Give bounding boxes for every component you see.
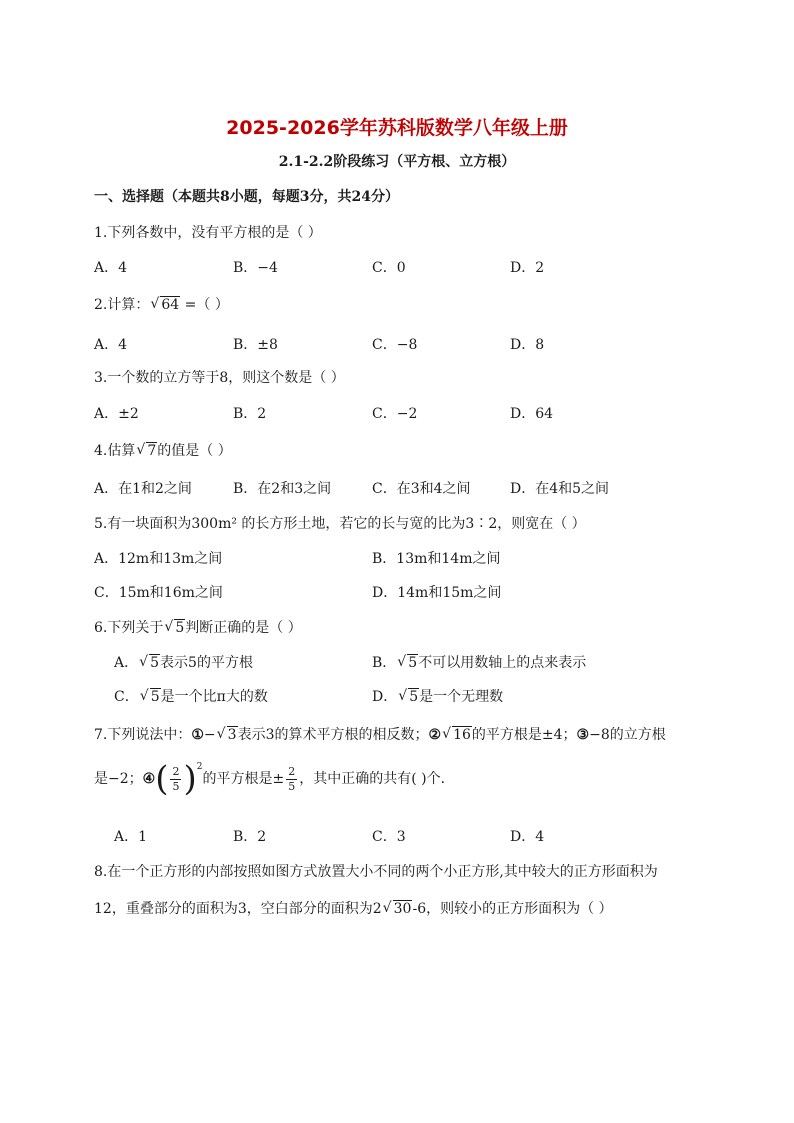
question-5-option-b: B．13m和14m之间 [372, 551, 501, 567]
document-subtitle: 2.1-2.2阶段练习（平方根、立方根） [278, 154, 516, 170]
question-1-stem: 1.下列各数中，没有平方根的是（ ） [94, 225, 322, 241]
sqrt-expression [137, 443, 157, 459]
sqrt-expression [151, 297, 180, 313]
radicand: 5 [150, 689, 160, 705]
question-8-text: 12，重叠部分的面积为3，空白部分的面积为2 [94, 901, 382, 917]
question-3-stem: 3.一个数的立方等于8，则这个数是（ ） [94, 370, 345, 386]
question-6-suffix: 判断正确的是（ ） [185, 620, 302, 636]
radicand: 5 [175, 620, 185, 636]
question-3-option-d: D．64 [510, 406, 554, 422]
right-paren: ) [183, 759, 197, 799]
sqrt-expression [141, 689, 161, 705]
question-3-option-b: B．2 [233, 406, 267, 422]
option-label: C． [114, 689, 139, 705]
question-5-stem: 5.有一块面积为300m² 的长方形土地，若它的长与宽的比为3∶2，则宽在（ ） [94, 516, 586, 532]
question-5-option-d: D．14m和15m之间 [372, 585, 502, 601]
question-2-stem [94, 294, 229, 314]
question-7-text: 的平方根是±4； [471, 727, 577, 743]
question-6-option-a [114, 652, 253, 672]
left-paren: ( [155, 759, 169, 799]
question-1-option-d: D．2 [510, 260, 545, 276]
sqrt-expression [165, 620, 185, 636]
question-3-option-a: A．±2 [94, 406, 139, 422]
radicand: 64 [161, 297, 180, 313]
numerator: 2 [288, 764, 296, 778]
question-7-option-a: A．1 [114, 829, 148, 845]
question-5-option-a: A．12m和13m之间 [94, 551, 223, 567]
question-2-option-b: B．±8 [233, 337, 278, 353]
section-heading: 一、选择题（本题共8小题，每题3分，共24分） [94, 189, 399, 205]
option-text: 是一个无理数 [419, 689, 504, 705]
option-text: 是一个比π大的数 [160, 689, 268, 705]
question-7-option-c: C．3 [372, 829, 406, 845]
question-1-option-c: C．0 [372, 260, 406, 276]
numerator: 2 [172, 764, 180, 778]
option-text: 表示5的平方根 [160, 655, 253, 671]
question-7-option-d: D．4 [510, 829, 545, 845]
sqrt-expression [218, 727, 238, 743]
question-7-text: 表示3的算术平方根的相反数； [237, 727, 429, 743]
fraction [286, 765, 297, 794]
question-7-text: −8的立方根 [589, 727, 666, 743]
question-7-option-b: B．2 [233, 829, 267, 845]
question-2-prefix: 2.计算： [94, 297, 150, 313]
question-8-stem-line1: 8.在一个正方形的内部按照如图方式放置大小不同的两个小正方形,其中较大的正方形面积为 [94, 864, 658, 880]
radicand: 3 [227, 727, 237, 743]
option-label: A． [114, 655, 139, 671]
sqrt-expression [443, 727, 472, 743]
question-1-option-b: B．−4 [233, 260, 278, 276]
question-7-text: 的平方根是± [202, 771, 285, 787]
radicand: 5 [408, 655, 418, 671]
sqrt-expression [140, 655, 160, 671]
question-4-suffix: 的值是（ ） [157, 443, 232, 459]
minus-sign: − [203, 727, 216, 743]
question-4-option-b: B．在2和3之间 [233, 481, 332, 497]
circled-number-4: ④ [142, 771, 156, 787]
question-7-text: 7.下列说法中： [94, 727, 192, 743]
question-4-prefix: 4.估算 [94, 443, 136, 459]
option-label: D． [372, 689, 398, 705]
sqrt-expression [399, 689, 419, 705]
question-6-option-c [114, 686, 268, 706]
circled-number-1: ① [191, 727, 204, 743]
circled-number-3: ③ [576, 727, 590, 743]
sqrt-expression [384, 901, 413, 917]
question-2-option-c: C．−8 [372, 337, 418, 353]
document-title: 2025-2026学年苏科版数学八年级上册 [226, 117, 568, 139]
option-label: B． [372, 655, 397, 671]
question-6-stem [94, 617, 302, 637]
question-7-stem-line1 [94, 724, 666, 744]
question-7-text: 是−2； [94, 771, 143, 787]
question-2-option-a: A．4 [94, 337, 128, 353]
question-4-option-a: A．在1和2之间 [94, 481, 192, 497]
circled-number-2: ② [428, 727, 442, 743]
denominator: 5 [172, 779, 180, 793]
option-text: 不可以用数轴上的点来表示 [418, 655, 587, 671]
question-6-prefix: 6.下列关于 [94, 620, 164, 636]
question-8-stem-line2 [94, 898, 613, 918]
question-5-option-c: C．15m和16m之间 [94, 585, 223, 601]
question-7-stem-line2 [94, 759, 455, 799]
question-4-option-c: C．在3和4之间 [372, 481, 471, 497]
radicand: 5 [409, 689, 419, 705]
radicand: 5 [150, 655, 160, 671]
radicand: 7 [147, 443, 157, 459]
question-3-option-c: C．−2 [372, 406, 418, 422]
question-6-option-b [372, 652, 586, 672]
question-8-text: -6，则较小的正方形面积为（ ） [412, 901, 613, 917]
radicand: 30 [393, 901, 412, 917]
question-7-text: ，其中正确的共有( )个． [299, 771, 455, 787]
denominator: 5 [288, 779, 296, 793]
question-2-suffix: =（ ） [180, 297, 229, 313]
sqrt-expression [398, 655, 418, 671]
question-2-option-d: D．8 [510, 337, 545, 353]
radicand: 16 [453, 727, 471, 743]
question-1-option-a: A．4 [94, 260, 128, 276]
question-4-option-d: D．在4和5之间 [510, 481, 610, 497]
fraction [170, 765, 181, 794]
question-6-option-d [372, 686, 503, 706]
exponent: 2 [196, 762, 203, 772]
question-4-stem [94, 440, 232, 460]
